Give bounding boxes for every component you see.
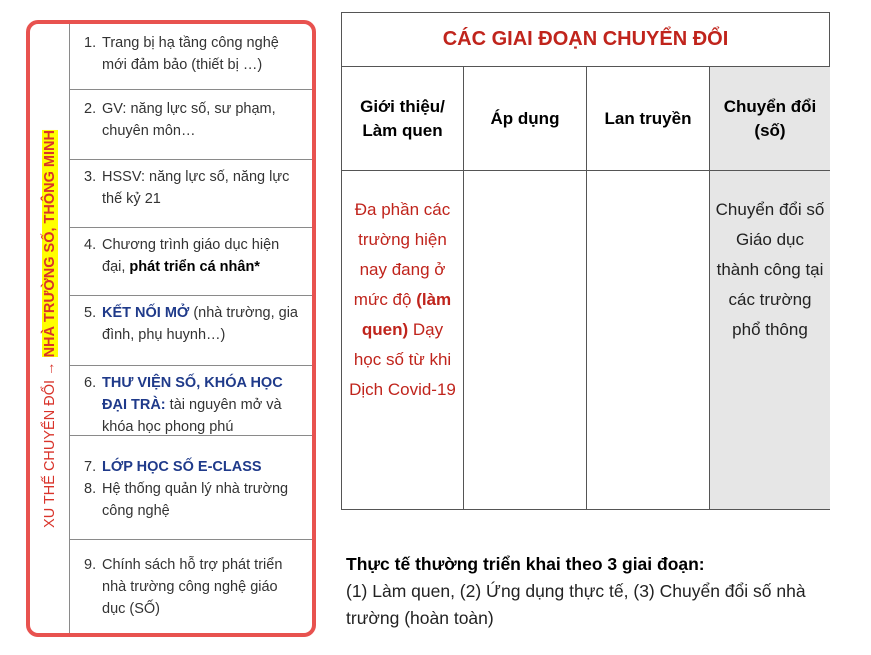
item-number: 6. [84,375,97,391]
list-item-1 [70,32,312,90]
stage-column-spread [587,67,710,509]
item-text: tài nguyên mở và khóa học phong phú [102,397,282,435]
item-text: GV: năng lực số, sư phạm, chuyên môn… [102,101,276,139]
stage-header: Chuyển đổi (số) [710,67,830,171]
stage-column-apply [464,67,587,509]
stage-header: Giới thiệu/ Làm quen [342,67,463,171]
vertical-prefix: XU THẾ CHUYỂN ĐỔI [42,379,58,528]
item-number: 2. [84,101,97,117]
item-text: HSSV: năng lực số, năng lực thế kỷ 21 [102,169,290,207]
item-number: 9. [84,557,97,573]
note-heading: Thực tế thường triển khai theo 3 giai đoạn: [346,554,705,574]
stages-title: CÁC GIAI ĐOẠN CHUYỂN ĐỔI [342,13,829,67]
vertical-label-column [30,24,70,633]
item-number: 1. [84,35,97,51]
item-bold-text: phát triển cá nhân* [129,259,260,275]
item-number: 4. [84,237,97,253]
item-bold-text: LỚP HỌC SỐ E-CLASS [102,459,262,475]
item-bold-text: KẾT NỐI MỞ [102,305,190,321]
stages-table [341,12,830,510]
item-number: 5. [84,305,97,321]
item-text: Trang bị hạ tầng công nghệ mới đảm bảo (thiết bị …) [102,35,279,73]
item-list [70,24,312,633]
intro-body-text-2: Dạy học số từ khi Dịch Covid-19 [349,320,456,399]
list-item-4 [70,234,312,296]
stage-column-transform [710,67,830,509]
digital-school-panel [26,20,316,637]
item-text: Hệ thống quản lý nhà trường công nghệ [102,481,289,519]
intro-body-text: Đa phần các trường hiện nay đang ở mức độ [353,200,451,309]
list-item-7-8 [70,436,312,540]
stage-header: Áp dụng [464,67,586,171]
vertical-arrow: → [42,360,58,376]
item-bold-text: THƯ VIỆN SỐ, KHÓA HỌC ĐẠI TRÀ: [102,375,283,413]
list-item-2 [70,98,312,160]
implementation-note [346,551,826,632]
list-item-3 [70,166,312,228]
item-number: 8. [84,481,97,497]
vertical-label [42,130,58,528]
note-body: (1) Làm quen, (2) Ứng dụng thực tế, (3) Chuyển đổi số nhà trường (hoàn toàn) [346,581,806,628]
stage-column-intro [342,67,464,509]
list-item-6 [70,372,312,436]
item-number: 7. [84,459,97,475]
stage-intro-body [342,171,463,405]
list-item-9 [70,554,312,624]
stage-header: Lan truyền [587,67,709,171]
intro-body-bold: (làm quen) [361,290,452,339]
vertical-highlight: NHÀ TRƯỜNG SỐ, THÔNG MINH [42,129,58,357]
list-item-5 [70,302,312,366]
item-text: (nhà trường, gia đình, phụ huynh…) [102,305,298,343]
stage-transform-body: Chuyển đổi số Giáo dục thành công tại các trường phổ thông [715,200,825,339]
item-text: Chính sách hỗ trợ phát triển nhà trường công nghệ giáo dục (SỐ) [102,557,283,617]
item-text: Chương trình giáo dục hiện đại, [102,237,280,275]
item-number: 3. [84,169,97,185]
